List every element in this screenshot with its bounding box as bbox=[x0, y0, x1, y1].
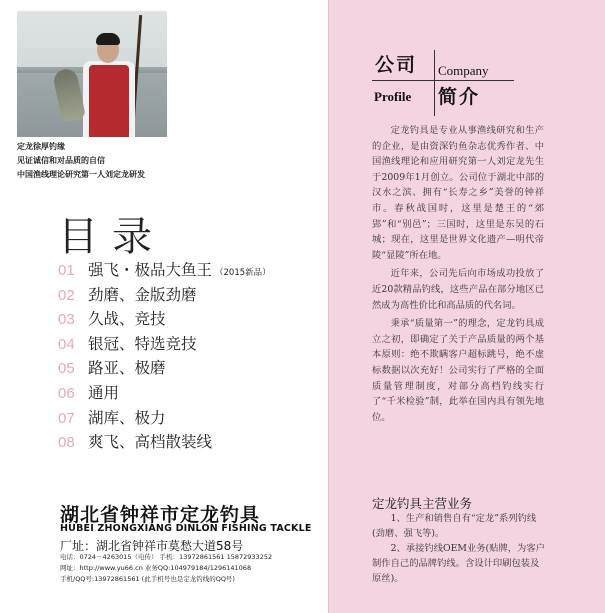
toc-number: 01 bbox=[58, 262, 75, 279]
toc-item[interactable] bbox=[58, 332, 271, 357]
toc-label: 爽飞、高档散装线 bbox=[88, 433, 213, 452]
toc-item[interactable] bbox=[58, 356, 271, 381]
contact-info bbox=[60, 552, 272, 585]
contact-mobile: 手机/QQ号:13972861561 (此手机号也是定龙钓线的QQ号) bbox=[60, 575, 235, 583]
toc-title: 目录 bbox=[58, 214, 166, 260]
profile-paragraph: 秉承“质量第一”的理念，定龙钓具成立之初，即确定了关于产品质量的两个基本原则：绝不欺瞒客户超标跳号，绝不虚标数据以次充好！公司实行了严格的全面质量管理制度，对部分高档钓线实行了“千米检验”制，此举在国内具有领先地位。 bbox=[372, 318, 544, 423]
heading-divider-horizontal bbox=[372, 80, 514, 81]
toc-number: 02 bbox=[58, 286, 75, 304]
toc-label: 劲磨、金版劲磨 bbox=[88, 285, 197, 304]
company-profile-text bbox=[372, 123, 544, 428]
photo-vest bbox=[89, 65, 129, 137]
profile-paragraph: 近年来，公司先后向市场成功投放了近20款精品钓线，这些产品在部分地区已然成为高性价比和高品质的代名词。 bbox=[372, 268, 544, 311]
toc-item[interactable] bbox=[58, 381, 271, 406]
toc-number: 05 bbox=[58, 360, 75, 378]
toc-item[interactable] bbox=[58, 406, 271, 431]
company-address: 厂址：湖北省钟祥市莫愁大道58号 bbox=[60, 539, 244, 553]
caption-line: 定龙徐厚钓缘 bbox=[17, 142, 65, 151]
contact-phone: 电话：0724－4263015（电传） 手机：13972861561 15872933252 bbox=[60, 553, 273, 561]
toc-label: 久战、竞技 bbox=[88, 310, 166, 329]
caption-line: 中国渔线理论研究第一人刘定龙研发 bbox=[17, 170, 145, 179]
company-name-english: HUBEI ZHONGXIANG DINLON FISHING TACKLE bbox=[60, 523, 312, 534]
company-name: 湖北省钟祥市定龙钓具 bbox=[60, 504, 261, 526]
toc-label: 湖库、极力 bbox=[88, 408, 166, 427]
table-of-contents bbox=[58, 258, 271, 455]
toc-item[interactable] bbox=[58, 430, 271, 455]
profile-heading-cn-2: 简介 bbox=[438, 86, 481, 108]
toc-note: （2015新品） bbox=[215, 268, 271, 278]
photo-hair bbox=[96, 33, 120, 45]
toc-item[interactable] bbox=[58, 258, 271, 283]
toc-item[interactable] bbox=[58, 307, 271, 332]
contact-website[interactable]: 网址：http://www.yu66.cn 业务QQ:104979184/1296141068 bbox=[60, 564, 252, 572]
toc-number: 07 bbox=[58, 409, 75, 427]
heading-divider-vertical bbox=[434, 50, 435, 116]
business-item: 2、承接钓线OEM业务(贴牌，为客户制作自己的品牌钓线。含设计印刷包装及原丝)。 bbox=[372, 543, 545, 584]
business-list bbox=[372, 511, 547, 586]
business-title: 定龙钓具主营业务 bbox=[372, 496, 473, 511]
toc-number: 06 bbox=[58, 384, 75, 402]
profile-heading-en-2: Profile bbox=[374, 89, 412, 104]
toc-label: 强飞・极品大鱼王 bbox=[88, 261, 213, 279]
profile-paragraph: 定龙钓具是专业从事渔线研究和生产的企业，是由资深钓鱼杂志优秀作者、中国渔线理论和应用研究第一人刘定龙先生于2009年1月创立。公司位于湖北中部的汉水之滨、拥有“长寿之乡”美誉的钟祥市。春秋战国时，这里是楚王的“郊郢”和“别邑”；三国时，这里是东吴的石城；现在，这里是世界文化遗产—明代帝陵“显陵”所在地。 bbox=[372, 125, 544, 261]
caption-line: 见证诚信和对品质的自信 bbox=[17, 156, 105, 165]
profile-heading-en-1: Company bbox=[438, 63, 489, 78]
toc-number: 04 bbox=[58, 335, 75, 353]
toc-label: 银冠、特选竞技 bbox=[88, 334, 197, 353]
photo-caption bbox=[17, 140, 145, 182]
business-item: 1、生产和销售自有“定龙”系列钓线(劲磨、强飞等)。 bbox=[372, 513, 537, 539]
toc-label: 通用 bbox=[88, 383, 120, 402]
toc-number: 08 bbox=[58, 434, 75, 452]
toc-item[interactable] bbox=[58, 283, 271, 308]
profile-heading-cn-1: 公司 bbox=[375, 54, 418, 76]
toc-number: 03 bbox=[58, 311, 75, 329]
founder-photo bbox=[17, 11, 167, 137]
toc-label: 路亚、极磨 bbox=[88, 359, 166, 378]
photo-fish bbox=[52, 67, 86, 123]
